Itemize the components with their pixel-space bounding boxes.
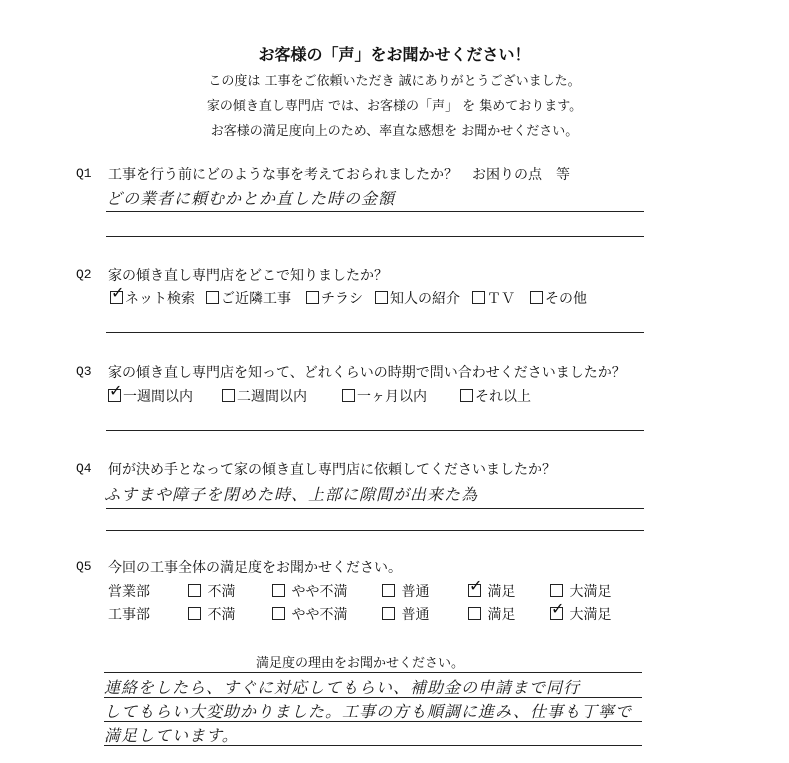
q3-number: Q3 [76, 364, 92, 379]
q2-option-other[interactable]: その他 [530, 288, 587, 308]
q2-question: 家の傾き直し専門店をどこで知りましたか？ [108, 268, 388, 284]
checkbox-icon[interactable] [460, 389, 473, 402]
checkbox-icon[interactable] [472, 291, 485, 304]
answer-line [106, 430, 644, 431]
q1-question: 工事を行う前にどのような事を考えておられましたか？ お困りの点 等 [108, 167, 570, 183]
q2-number: Q2 [76, 267, 92, 282]
reason-answer-line-3: 満足しています。 [104, 726, 239, 745]
q5-sales-option[interactable]: 大満足 [550, 581, 611, 601]
q5-sales-option[interactable]: 不満 [188, 581, 235, 601]
checkbox-icon[interactable] [530, 291, 543, 304]
answer-line [106, 236, 644, 237]
checkbox-icon[interactable] [382, 607, 395, 620]
checkbox-checked-icon[interactable] [468, 584, 481, 597]
q4-number: Q4 [76, 461, 92, 476]
q5-sales-option[interactable]: やや不満 [272, 581, 347, 601]
q3-question: 家の傾き直し専門店を知って、どれくらいの時期で問い合わせくださいましたか？ [108, 365, 626, 381]
q2-option-tv[interactable]: ＴＶ [472, 288, 515, 308]
q5-sales-option[interactable]: 普通 [382, 581, 429, 601]
reason-answer-line-2: してもらい大変助かりました。工事の方も順調に進み、仕事も丁寧で [104, 702, 632, 721]
checkbox-icon[interactable] [272, 607, 285, 620]
q2-option-acquaintance[interactable]: 知人の紹介 [375, 288, 460, 308]
intro-line-3: お客様の満足度向上のため、率直な感想を お聞かせください。 [210, 124, 579, 139]
checkbox-icon[interactable] [468, 607, 481, 620]
q4-question: 何が決め手となって家の傾き直し専門店に依頼してくださいましたか？ [108, 462, 556, 478]
answer-line [104, 672, 642, 673]
checkbox-icon[interactable] [222, 389, 235, 402]
q5-construction-option[interactable]: 不満 [188, 604, 235, 624]
q1-answer: どの業者に頼むかとか直した時の金額 [106, 189, 396, 208]
answer-line [106, 211, 644, 212]
answer-line [106, 508, 644, 509]
q5-construction-option[interactable]: やや不満 [272, 604, 347, 624]
checkbox-icon[interactable] [206, 291, 219, 304]
checkbox-checked-icon[interactable] [550, 607, 563, 620]
intro-line-2: 家の傾き直し専門店 では、お客様の「声」 を 集めております。 [206, 99, 583, 114]
checkbox-icon[interactable] [188, 607, 201, 620]
q5-construction-option-selected[interactable]: ✓ 大満足 [550, 604, 611, 624]
answer-line [106, 332, 644, 333]
answer-line [104, 697, 642, 698]
q5-construction-option[interactable]: 普通 [382, 604, 429, 624]
form-title: お客様の「声」をお聞かせください！ [258, 45, 531, 64]
checkbox-icon[interactable] [550, 584, 563, 597]
answer-line [106, 530, 644, 531]
q5-number: Q5 [76, 559, 92, 574]
q5-row-label-sales: 営業部 [108, 584, 150, 600]
reason-prompt: 満足度の理由をお聞かせください。 [255, 656, 464, 671]
q5-sales-option-selected[interactable]: ✓ 満足 [468, 581, 515, 601]
q5-question: 今回の工事全体の満足度をお聞かせください。 [108, 560, 402, 576]
checkbox-checked-icon[interactable] [108, 389, 121, 402]
q2-option-neighbor[interactable]: ご近隣工事 [206, 288, 291, 308]
answer-line [104, 721, 642, 722]
answer-line [104, 745, 642, 746]
checkbox-icon[interactable] [382, 584, 395, 597]
q3-option-2weeks[interactable]: 二週間以内 [222, 386, 307, 406]
checkbox-checked-icon[interactable] [110, 291, 123, 304]
q2-option-flyer[interactable]: チラシ [306, 288, 363, 308]
checkbox-icon[interactable] [375, 291, 388, 304]
checkbox-icon[interactable] [272, 584, 285, 597]
q2-option-net[interactable]: ✓ネット検索 [110, 288, 195, 308]
q1-number: Q1 [76, 166, 92, 181]
q3-option-1month[interactable]: 一ヶ月以内 [342, 386, 427, 406]
reason-answer-line-1: 連絡をしたら、すぐに対応してもらい、補助金の申請まで同行 [104, 678, 581, 697]
q5-row-label-construction: 工事部 [108, 607, 150, 623]
checkbox-icon[interactable] [306, 291, 319, 304]
checkbox-icon[interactable] [188, 584, 201, 597]
intro-line-1: この度は 工事をご依頼いただき 誠にありがとうございました。 [208, 74, 581, 89]
checkbox-icon[interactable] [342, 389, 355, 402]
q5-construction-option[interactable]: 満足 [468, 604, 515, 624]
q3-option-1week[interactable]: ✓一週間以内 [108, 386, 193, 406]
q4-answer: ふすまや障子を閉めた時、上部に隙間が出来た為 [104, 485, 479, 504]
q3-option-more[interactable]: それ以上 [460, 386, 531, 406]
